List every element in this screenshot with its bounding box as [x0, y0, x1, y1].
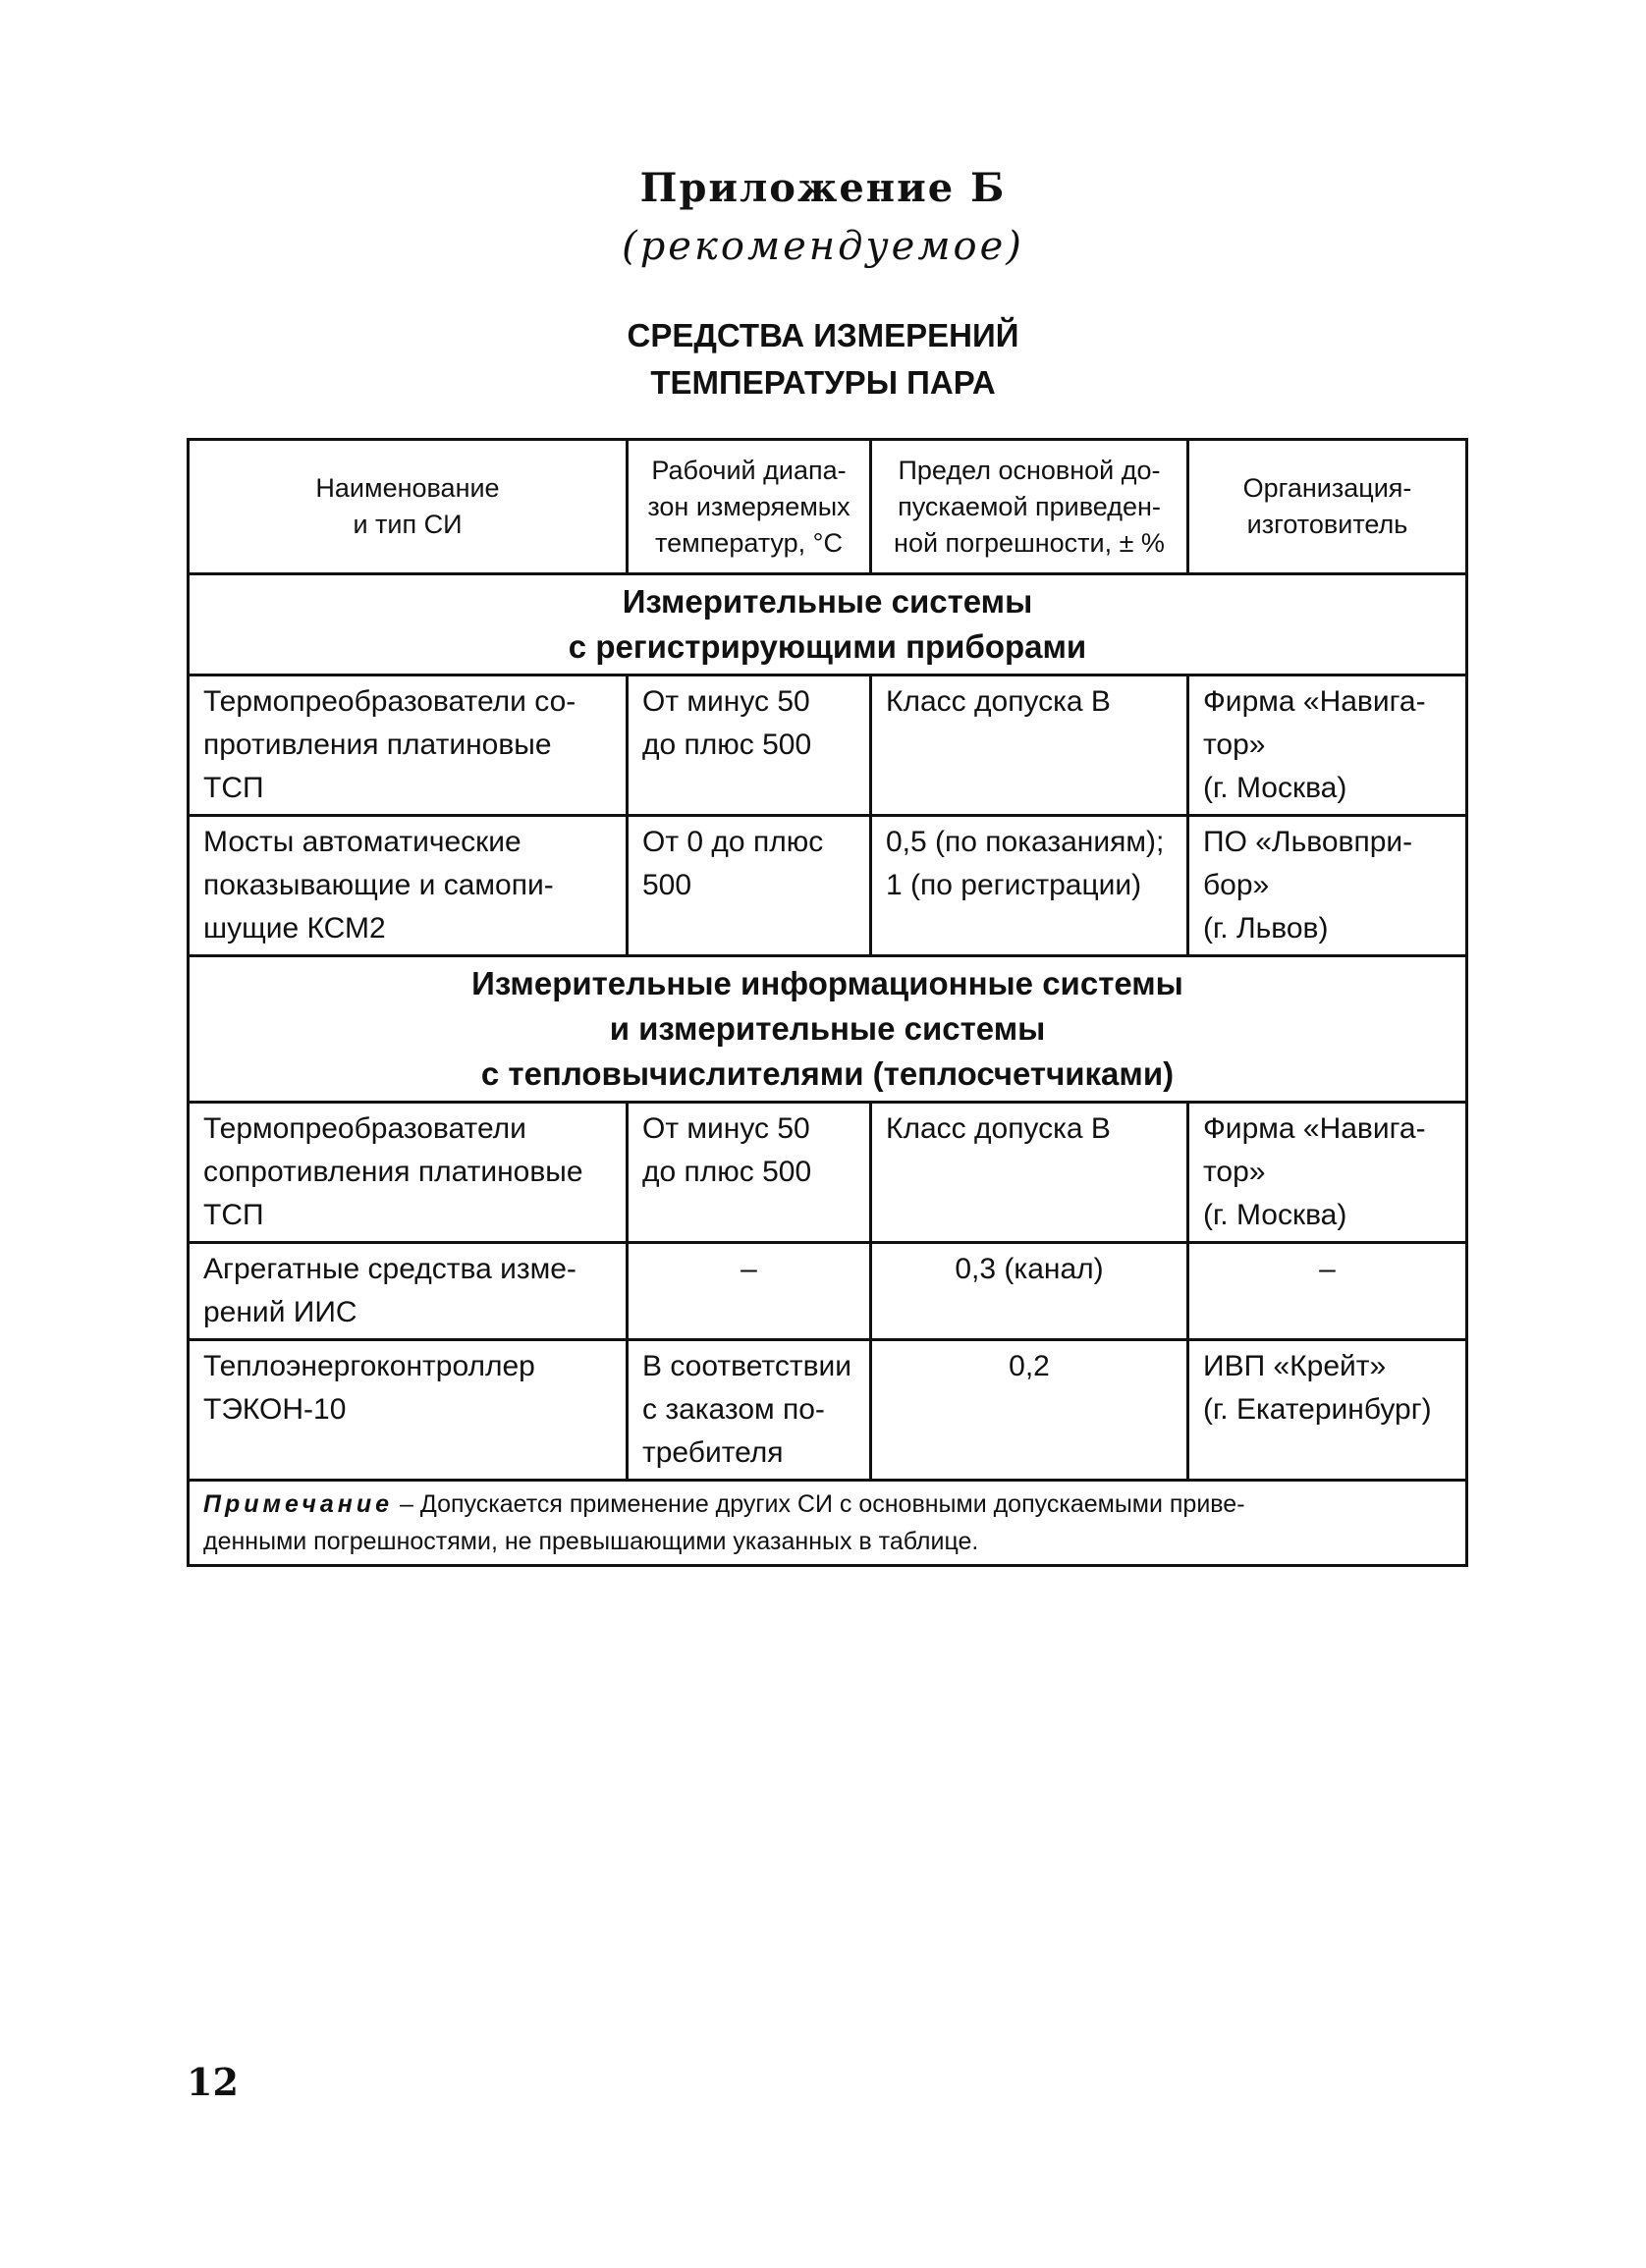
table-header-row [189, 440, 1467, 574]
cell-error: 0,3 (канал) [871, 1243, 1188, 1340]
header-range: Рабочий диапа- зон измеряемых температур, °С [628, 440, 871, 574]
table-row [189, 675, 1467, 816]
cell-maker: Фирма «Навига- тор» (г. Москва) [1188, 1103, 1467, 1243]
note-text-1: Допускается применение других СИ с основными допускаемыми приве- [419, 1490, 1245, 1518]
section-header-row [189, 574, 1467, 675]
table-note [189, 1481, 1467, 1566]
cell-range: От 0 до плюс 500 [628, 816, 871, 956]
header-error: Предел основной до- пускаемой приведен- ной погрешности, ± % [871, 440, 1188, 574]
section-1-title: Измерительные системы с регистрирующими приборами [189, 574, 1467, 675]
table-row [189, 1340, 1467, 1481]
cell-error: 0,5 (по показаниям); 1 (по регистрации) [871, 816, 1188, 956]
table-row [189, 816, 1467, 956]
header-name: Наименование и тип СИ [189, 440, 628, 574]
note-dash: – [393, 1490, 420, 1518]
section-header-row [189, 956, 1467, 1103]
title-line-2: ТЕМПЕРАТУРЫ ПАРА [650, 364, 996, 401]
cell-maker: ИВП «Крейт» (г. Екатеринбург) [1188, 1340, 1467, 1481]
appendix-status: (рекомендуемое) [622, 224, 1024, 269]
page-number: 12 [187, 2060, 239, 2104]
cell-range: – [628, 1243, 871, 1340]
cell-name: Теплоэнергоконтроллер ТЭКОН-10 [189, 1340, 628, 1481]
cell-maker: ПО «Львовпри- бор» (г. Львов) [1188, 816, 1467, 956]
cell-error: 0,2 [871, 1340, 1188, 1481]
section-2-title: Измерительные информационные системы и измерительные системы с тепловычислителями (теплосчетчиками) [189, 956, 1467, 1103]
document-title [0, 312, 1646, 406]
header-maker: Организация- изготовитель [1188, 440, 1467, 574]
table-row [189, 1243, 1467, 1340]
cell-range: В соответствии с заказом по- требителя [628, 1340, 871, 1481]
note-text-2: денными погрешностями, не превышающими указанных в таблице. [203, 1528, 979, 1555]
cell-name: Мосты автоматические показывающие и самопи- шущие КСМ2 [189, 816, 628, 956]
cell-name: Агрегатные средства изме- рений ИИС [189, 1243, 628, 1340]
cell-range: От минус 50 до плюс 500 [628, 1103, 871, 1243]
title-line-1: СРЕДСТВА ИЗМЕРЕНИЙ [627, 317, 1019, 353]
cell-name: Термопреобразователи со- противления платиновые ТСП [189, 675, 628, 816]
cell-error: Класс допуска В [871, 1103, 1188, 1243]
table-row [189, 1103, 1467, 1243]
cell-range: От минус 50 до плюс 500 [628, 675, 871, 816]
note-row [189, 1481, 1467, 1566]
cell-maker: Фирма «Навига- тор» (г. Москва) [1188, 675, 1467, 816]
cell-name: Термопреобразователи сопротивления платиновые ТСП [189, 1103, 628, 1243]
instruments-table [187, 438, 1468, 1567]
note-label: Примечание [203, 1490, 394, 1518]
appendix-heading: Приложение Б [639, 165, 1007, 211]
cell-error: Класс допуска В [871, 675, 1188, 816]
cell-maker: – [1188, 1243, 1467, 1340]
